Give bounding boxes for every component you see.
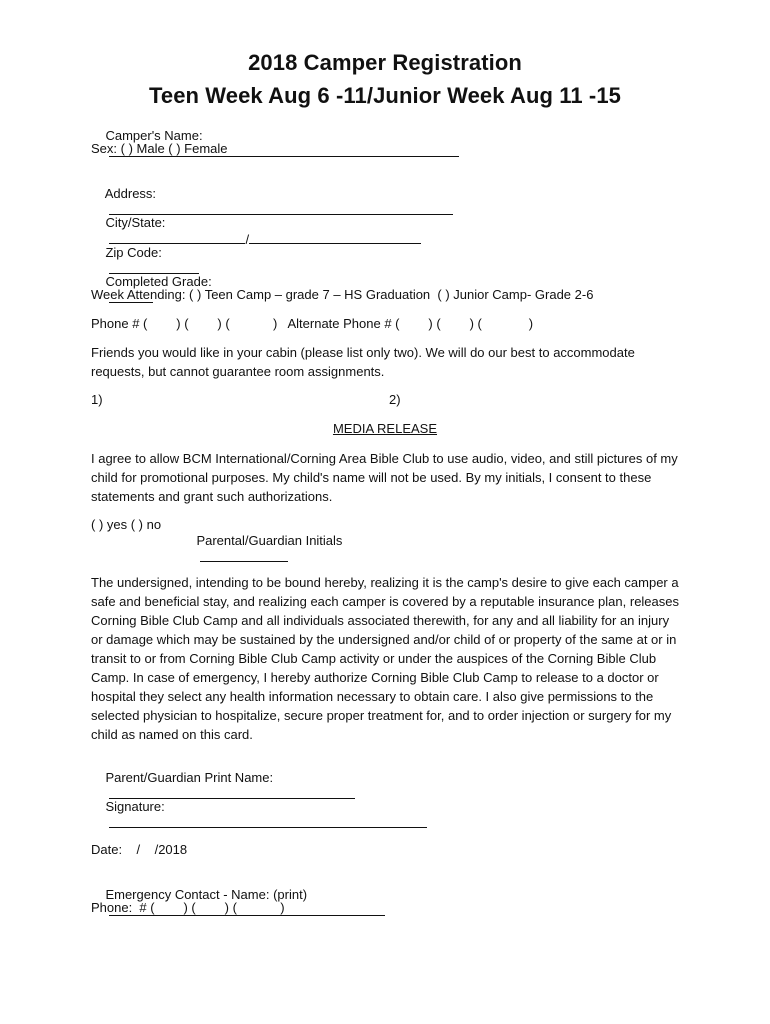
- week-attending-row[interactable]: Week Attending: ( ) Teen Camp – grade 7 – HS Graduation ( ) Junior Camp- Grade 2-6: [91, 287, 594, 302]
- campers-name-label: Camper's Name:: [105, 128, 203, 143]
- signature-row: [91, 783, 427, 848]
- form-subtitle: Teen Week Aug 6 -11/Junior Week Aug 11 -15: [148, 83, 622, 108]
- phone-row[interactable]: Phone # ( ) ( ) ( ) Alternate Phone # ( ) ( ) ( ): [91, 316, 534, 331]
- signature-label: Signature:: [105, 799, 165, 814]
- initials-field[interactable]: [200, 549, 288, 562]
- initials-label: Parental/Guardian Initials: [196, 533, 343, 548]
- liability-waiver-text: The undersigned, intending to be bound hereby, realizing it is the camp's desire to give each camper a safe and beneficial stay, and realizing each camper is covered by a reputable insurance plan, releases Corning Bible Club Camp and all individuals associated therewith, for any and all liability for an injury or damage which may be sustained by the undersigned and/or child of or property of the same at or in transit to or from Corning Bible Club Camp activity or under the auspices of the Corning Bible Club Camp. In case of emergency, I hereby authorize Corning Bible Club Camp to release to a doctor or hospital they select any health information necessary to obtain care. I also give permissions to the selected physician to hospitalize, secure proper treatment for, and to order injection or surgery for my child as named on this card.: [91, 575, 679, 742]
- state-field[interactable]: [249, 231, 421, 244]
- media-release-text: I agree to allow BCM International/Corning Area Bible Club to use audio, video, and still pictures of my child for promotional purposes. My child's name will not be used. By my initials, I consent to these statements and grant such authorizations.: [91, 451, 678, 504]
- address-label: Address:: [104, 186, 157, 201]
- sex-row[interactable]: Sex: ( ) Male ( ) Female: [91, 141, 228, 156]
- friend-2-label[interactable]: 2): [389, 392, 401, 407]
- media-release-heading: MEDIA RELEASE: [332, 421, 438, 436]
- media-yes-no[interactable]: ( ) yes ( ) no: [91, 517, 162, 532]
- friend-1-label[interactable]: 1): [91, 392, 103, 407]
- friends-instructions: Friends you would like in your cabin (please list only two). We will do our best to accommodate requests, but cannot guarantee room assignments.: [91, 345, 635, 379]
- zip-label: Zip Code:: [105, 245, 162, 260]
- emergency-phone-row[interactable]: Phone: # ( ) ( ) ( ): [91, 900, 285, 915]
- form-title: 2018 Camper Registration: [248, 50, 522, 75]
- print-name-label: Parent/Guardian Print Name:: [105, 770, 274, 785]
- city-state-separator: /: [245, 232, 250, 247]
- date-row[interactable]: Date: / /2018: [91, 842, 188, 857]
- city-state-label: City/State:: [105, 215, 166, 230]
- signature-field[interactable]: [109, 815, 427, 828]
- grade-label: Completed Grade:: [105, 274, 212, 289]
- emergency-contact-label: Emergency Contact - Name: (print): [105, 887, 308, 902]
